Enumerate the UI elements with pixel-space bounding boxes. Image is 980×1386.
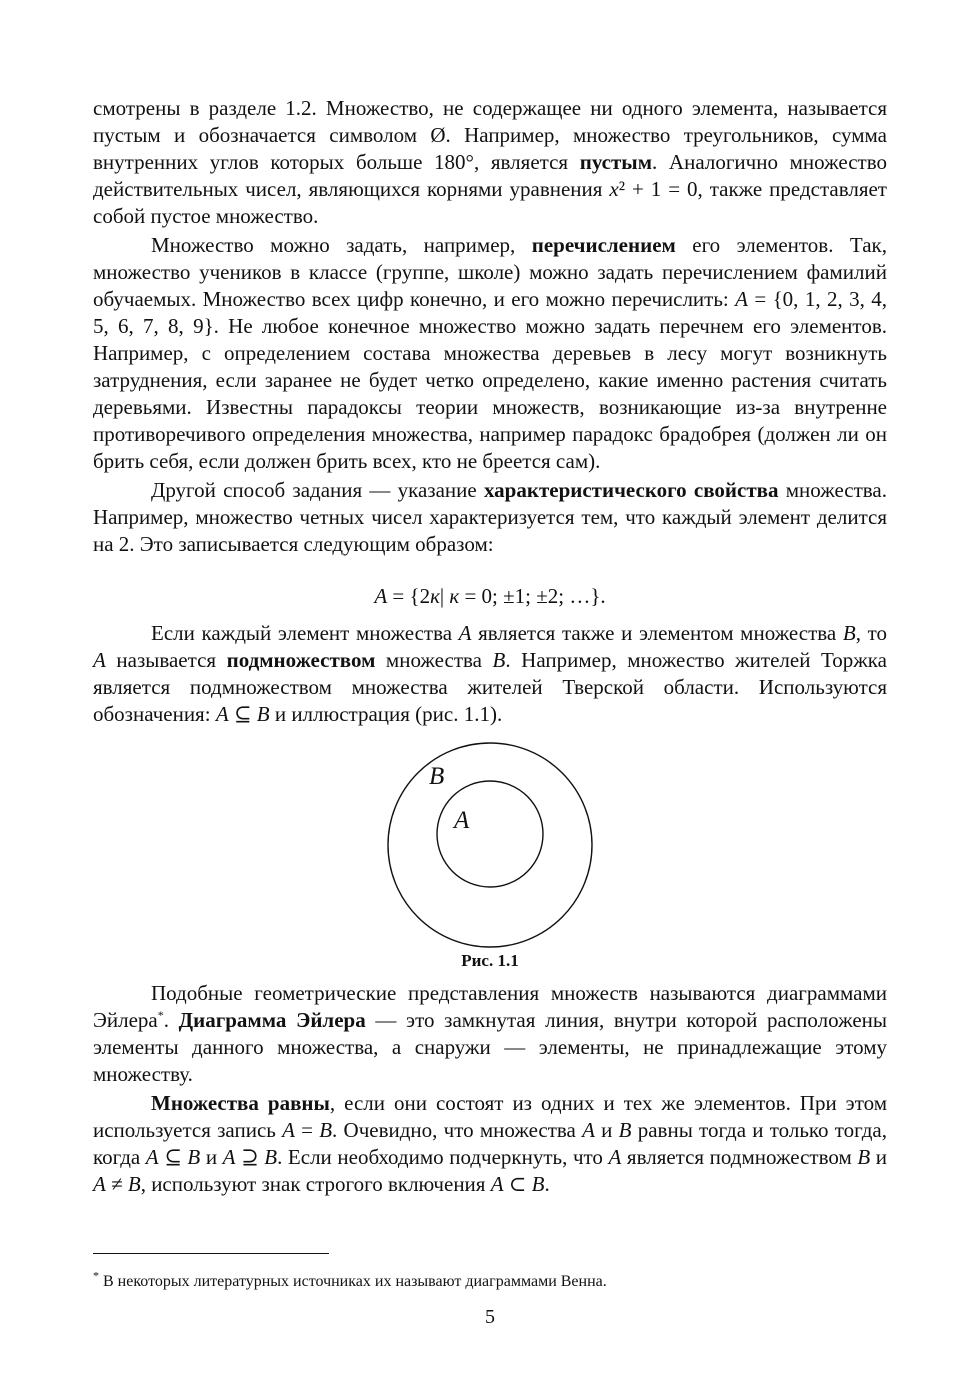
text-run: .: [544, 1172, 550, 1196]
text-run: смотрены в разделе 1.2. Множество, не содержащее ни одного элемента, называется пустым и обозначается символом Ø. Например, множество треугольников, сумма внутренних углов которых больше 180°, является: [93, 96, 887, 174]
math-symbol: B: [127, 1172, 141, 1196]
paragraph: [93, 980, 887, 1088]
bold-term: перечислением: [531, 233, 676, 257]
bold-term: подмножеством: [226, 648, 376, 672]
text-run: Если каждый элемент множества: [151, 621, 459, 645]
page-number: 5: [485, 1306, 495, 1328]
footnote-mark: *: [93, 1268, 99, 1283]
text-run: множества. Например, множество четных чисел характеризуется тем, что каждый элемент делится на 2. Это записывается следующим образом:: [93, 478, 887, 556]
math-symbol: B: [857, 1145, 871, 1169]
text-run: равны тогда и только тогда, когда: [93, 1118, 887, 1169]
math-symbol: A: [458, 621, 472, 645]
math-symbol: B: [256, 702, 270, 726]
text-run: = 0; ±1; ±2; …}.: [459, 584, 606, 608]
text-run: = {2: [387, 584, 431, 608]
text-run: называется: [105, 648, 227, 672]
text-block-bottom: [93, 980, 887, 1198]
paragraph: [93, 477, 887, 558]
math-symbol: A: [374, 584, 388, 608]
math-symbol: B: [319, 1118, 333, 1142]
math-symbol: A: [282, 1118, 295, 1142]
math-symbol: к: [430, 584, 440, 608]
math-symbol: A: [490, 1172, 504, 1196]
text-run: , используют знак строгого включения: [140, 1172, 491, 1196]
text-run: ⊇: [235, 1145, 265, 1169]
set-formula: [0, 583, 980, 610]
text-run: его элементов. Так, множество учеников в классе (группе, школе) можно задать перечислением фамилий обучаемых. Множество всех цифр конечно, и его можно перечислить:: [93, 233, 887, 311]
paragraph: [93, 1090, 887, 1198]
set-b-label: B: [429, 763, 445, 790]
text-run: ≠: [105, 1172, 128, 1196]
math-symbol: B: [531, 1172, 545, 1196]
text-run: является подмножеством: [621, 1145, 858, 1169]
paragraph: [93, 620, 887, 728]
bold-term: Диаграмма Эйлера: [178, 1008, 366, 1032]
bold-term: Множества равны: [151, 1091, 330, 1115]
figure-caption: Рис. 1.1: [461, 951, 519, 970]
text-run: и: [200, 1145, 223, 1169]
text-run: |: [439, 584, 450, 608]
math-symbol: B: [187, 1145, 201, 1169]
footnote-text: В некоторых литературных источниках их называют диаграммами Венна.: [99, 1273, 607, 1290]
paragraph: [93, 95, 887, 230]
math-symbol: A: [608, 1145, 622, 1169]
text-block-top: [93, 95, 887, 558]
text-run: Подобные геометрические представления множеств называются диаграммами Эйлера: [93, 981, 887, 1032]
text-run: ⊆: [158, 1145, 188, 1169]
text-run: и: [594, 1118, 619, 1142]
text-run: . Если необходимо подчеркнуть, что: [277, 1145, 609, 1169]
math-symbol: B: [264, 1145, 278, 1169]
math-symbol: A: [582, 1118, 595, 1142]
text-run: . Очевидно, что множества: [332, 1118, 583, 1142]
math-symbol: B: [842, 621, 856, 645]
euler-diagram-figure: [0, 740, 980, 960]
text-run: ⊆: [228, 702, 257, 726]
set-b-circle: [388, 743, 592, 947]
set-a-circle: [437, 781, 543, 887]
text-run: — это замкнутая линия, внутри которой расположены элементы данного множества, а снаружи — элементы, не принадлежащие этому множеству.: [93, 1008, 888, 1086]
bold-term: характеристического свойства: [483, 478, 779, 502]
text-run: множества: [375, 648, 493, 672]
math-symbol: A: [145, 1145, 159, 1169]
math-symbol: B: [492, 648, 506, 672]
text-run: ² + 1 = 0, также представляет собой пустое множество.: [93, 177, 887, 228]
text-run: является также и элементом множества: [471, 621, 843, 645]
math-symbol: A: [93, 648, 106, 672]
text-run: = {0, 1, 2, 3, 4, 5, 6, 7, 8, 9}. Не любое конечное множество можно задать перечнем его элементов. Например, с определением состава множества деревьев в лесу могут возникнуть затруднения, если заранее не будет четко определено, какие именно растения считать деревьями. Известны парадоксы теории множеств, возникающие из-за внутренне противоречивого определения множества, например парадокс брадобрея (должен ли он брить себя, если должен брить всех, кто не бреется сам).: [93, 287, 887, 473]
text-block-middle: [93, 620, 887, 728]
math-symbol: A: [93, 1172, 106, 1196]
text-run: .: [163, 1008, 179, 1032]
text-run: , если они состоят из одних и тех же элементов. При этом используется запись: [93, 1091, 887, 1142]
footnote: [93, 1268, 607, 1292]
math-symbol: A: [215, 702, 229, 726]
text-run: , то: [855, 621, 887, 645]
text-run: =: [294, 1118, 320, 1142]
math-symbol: A: [735, 287, 748, 311]
paragraph: [93, 232, 887, 475]
text-run: и иллюстрация (рис. 1.1).: [269, 702, 503, 726]
text-run: . Например, множество жителей Торжка является подмножеством множества жителей Тверской области. Используются обозначения:: [93, 648, 887, 726]
text-run: . Аналогично множество действительных чисел, являющихся корнями уравнения: [93, 150, 887, 201]
set-a-label: A: [454, 807, 470, 834]
bold-term: пустым: [579, 150, 653, 174]
text-run: и: [870, 1145, 887, 1169]
text-run: Другой способ задания — указание: [151, 478, 484, 502]
math-symbol: x: [609, 177, 619, 201]
text-run: ⊂: [503, 1172, 532, 1196]
text-run: Множество можно задать, например,: [151, 233, 532, 257]
footnote-separator: [93, 1253, 329, 1254]
math-symbol: к: [449, 584, 460, 608]
math-symbol: B: [618, 1118, 632, 1142]
footnote-ref: *: [157, 1008, 164, 1022]
math-symbol: A: [222, 1145, 236, 1169]
euler-diagram: [385, 740, 595, 950]
